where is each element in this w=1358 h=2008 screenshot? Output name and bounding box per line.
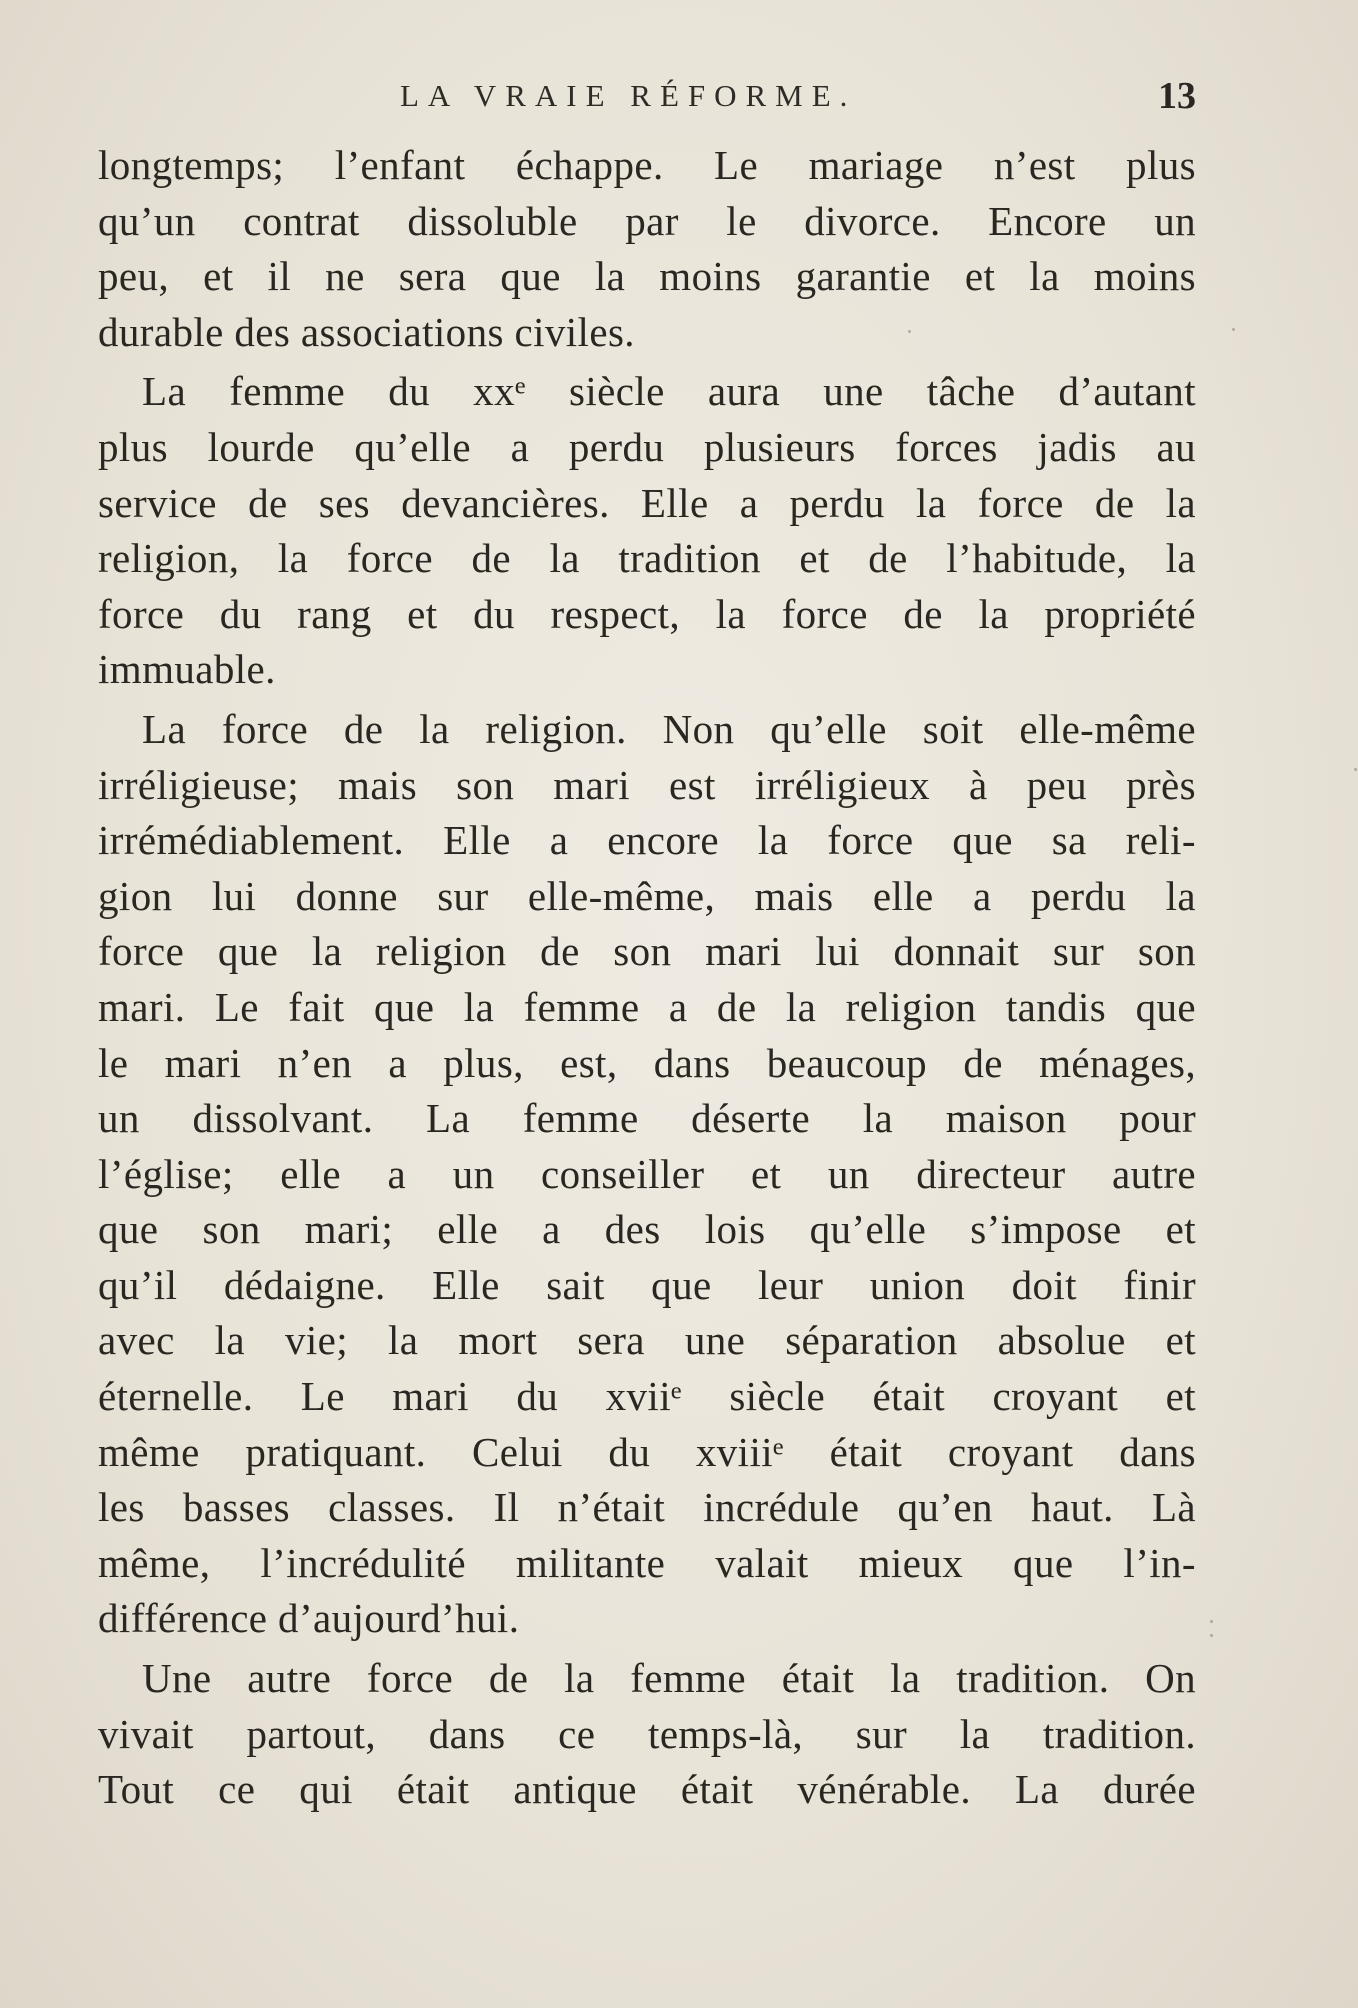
paragraph — [98, 1651, 1196, 1818]
text-line: immuable. — [98, 646, 276, 693]
text-line: qu’un contrat dissoluble par le divorce. Encore un — [98, 197, 1196, 244]
text-line: force du rang et du respect, la force de la propriété — [98, 590, 1196, 637]
text-line: vivait partout, dans ce temps-là, sur la tradition. — [98, 1710, 1196, 1757]
text-line: éternelle. Le mari du xviiᵉ siècle était croyant et — [98, 1373, 1196, 1420]
text-line: irrémédiablement. Elle a encore la force que sa reli- — [98, 817, 1196, 864]
text-line: l’église; elle a un conseiller et un directeur autre — [98, 1150, 1196, 1197]
text-line: service de ses devancières. Elle a perdu la force de la — [98, 479, 1196, 526]
running-title: LA VRAIE RÉFORME. — [400, 78, 857, 113]
page-header — [0, 75, 1358, 128]
paragraph — [98, 702, 1196, 1647]
text-line: longtemps; l’enfant échappe. Le mariage n’est plus — [98, 142, 1196, 188]
text-line: irréligieuse; mais son mari est irréligieux à peu près — [98, 761, 1196, 808]
text-line: peu, et il ne sera que la moins garantie et la moins — [98, 253, 1196, 300]
text-line: différence d’aujourd’hui. — [98, 1595, 520, 1642]
page-number: 13 — [1158, 75, 1196, 117]
paper-speck — [1210, 1634, 1213, 1637]
paper-speck — [908, 330, 911, 333]
text-line: La femme du xxᵉ siècle aura une tâche d’autant — [142, 368, 1196, 415]
paragraph — [98, 138, 1196, 360]
text-line: même pratiquant. Celui du xviiiᵉ était croyant dans — [98, 1428, 1196, 1475]
paper-speck — [1232, 328, 1235, 331]
text-line: gion lui donne sur elle-même, mais elle a perdu la — [98, 872, 1196, 919]
body-text — [98, 138, 1196, 1818]
text-line: plus lourde qu’elle a perdu plusieurs forces jadis au — [98, 423, 1196, 470]
text-line: religion, la force de la tradition et de l’habitude, la — [98, 535, 1196, 582]
paper-speck — [1210, 1620, 1213, 1623]
text-line: Une autre force de la femme était la tradition. On — [142, 1655, 1196, 1702]
text-line: mari. Le fait que la femme a de la religion tandis que — [98, 983, 1196, 1030]
text-line: un dissolvant. La femme déserte la maison pour — [98, 1095, 1196, 1142]
text-line: les basses classes. Il n’était incrédule qu’en haut. Là — [98, 1484, 1196, 1531]
text-line: même, l’incrédulité militante valait mieux que l’in- — [98, 1539, 1196, 1586]
text-line: qu’il dédaigne. Elle sait que leur union doit finir — [98, 1261, 1196, 1308]
text-line: le mari n’en a plus, est, dans beaucoup de ménages, — [98, 1039, 1196, 1086]
text-line: force que la religion de son mari lui donnait sur son — [98, 928, 1196, 975]
paragraph — [98, 364, 1196, 698]
paper-speck — [1354, 768, 1357, 771]
text-line: durable des associations civiles. — [98, 308, 635, 355]
text-line: avec la vie; la mort sera une séparation absolue et — [98, 1317, 1196, 1364]
text-line: Tout ce qui était antique était vénérable. La durée — [98, 1766, 1196, 1813]
text-line: La force de la religion. Non qu’elle soit elle-même — [142, 705, 1196, 752]
text-line: que son mari; elle a des lois qu’elle s’impose et — [98, 1206, 1196, 1253]
